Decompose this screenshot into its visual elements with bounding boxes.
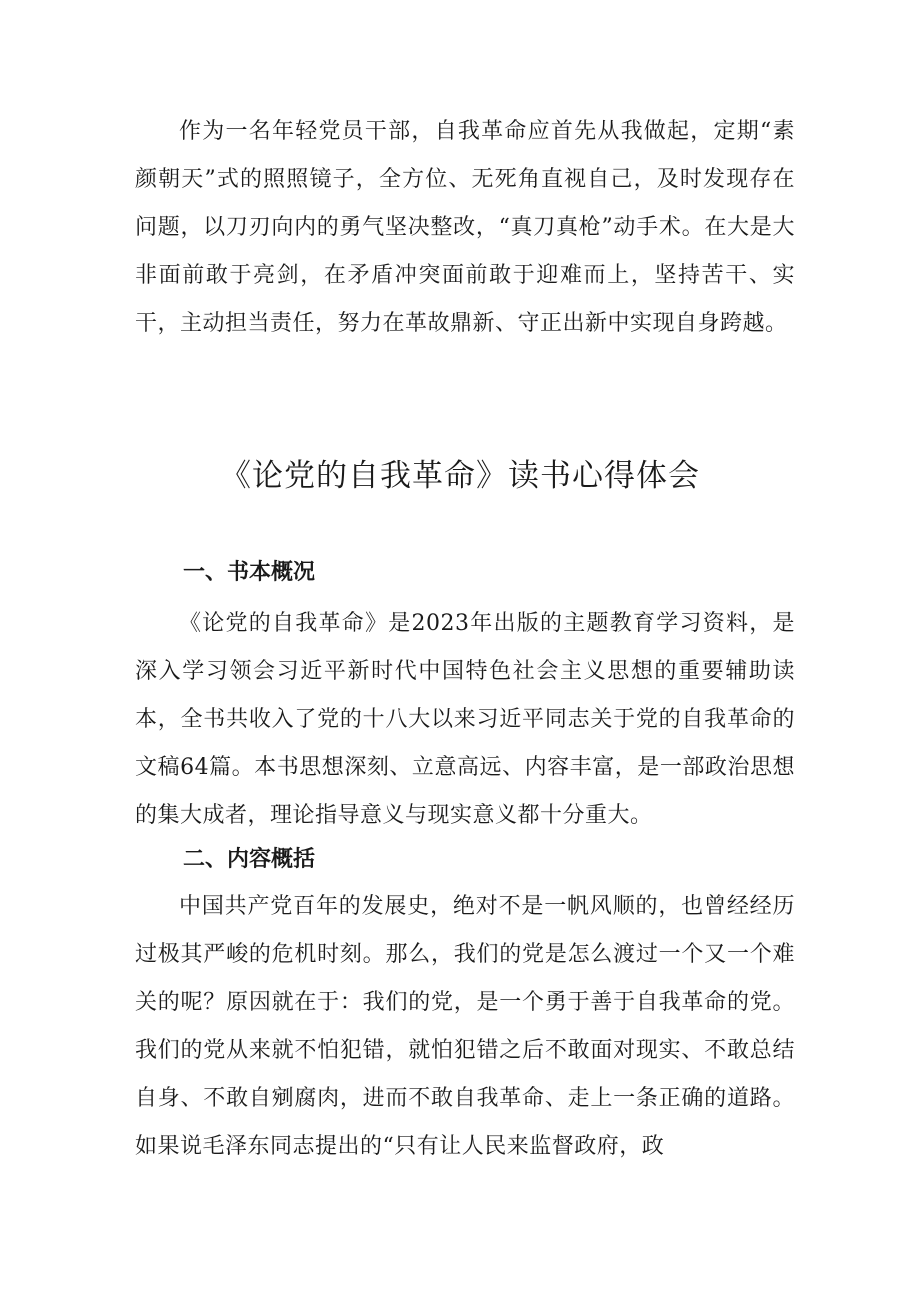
section-heading-summary: 二、内容概括 <box>183 847 316 872</box>
section-heading-overview: 一、书本概况 <box>183 560 316 585</box>
document-title: 《论党的自我革命》读书心得体会 <box>220 458 700 494</box>
intro-paragraph: 作为一名年轻党员干部，自我革命应首先从我做起，定期“素颜朝天”式的照照镜子，全方位、无死角直视自己，及时发现存在问题，以刀刃向内的勇气坚决整改，“真刀真枪”动手术。在大是大非面前敢于亮剑，在矛盾冲突面前敢于迎难而上，坚持苦干、实干，主动担当责任，努力在革故鼎新、守正出新中实现自身跨越。 <box>135 119 795 336</box>
section-paragraph-overview: 《论党的自我革命》是2023年出版的主题教育学习资料，是深入学习领会习近平新时代中国特色社会主义思想的重要辅助读本，全书共收入了党的十八大以来习近平同志关于党的自我革命的文稿64篇。本书思想深刻、立意高远、内容丰富，是一部政治思想的集大成者，理论指导意义与现实意义都十分重大。 <box>135 611 795 828</box>
section-paragraph-summary: 中国共产党百年的发展史，绝对不是一帆风顺的，也曾经经历过极其严峻的危机时刻。那么，我们的党是怎么渡过一个又一个难关的呢？原因就在于：我们的党，是一个勇于善于自我革命的党。我们的党从来就不怕犯错，就怕犯错之后不敢面对现实、不敢总结自身、不敢自剜腐肉，进而不敢自我革命、走上一条正确的道路。如果说毛泽东同志提出的“只有让人民来监督政府，政 <box>135 894 795 1159</box>
